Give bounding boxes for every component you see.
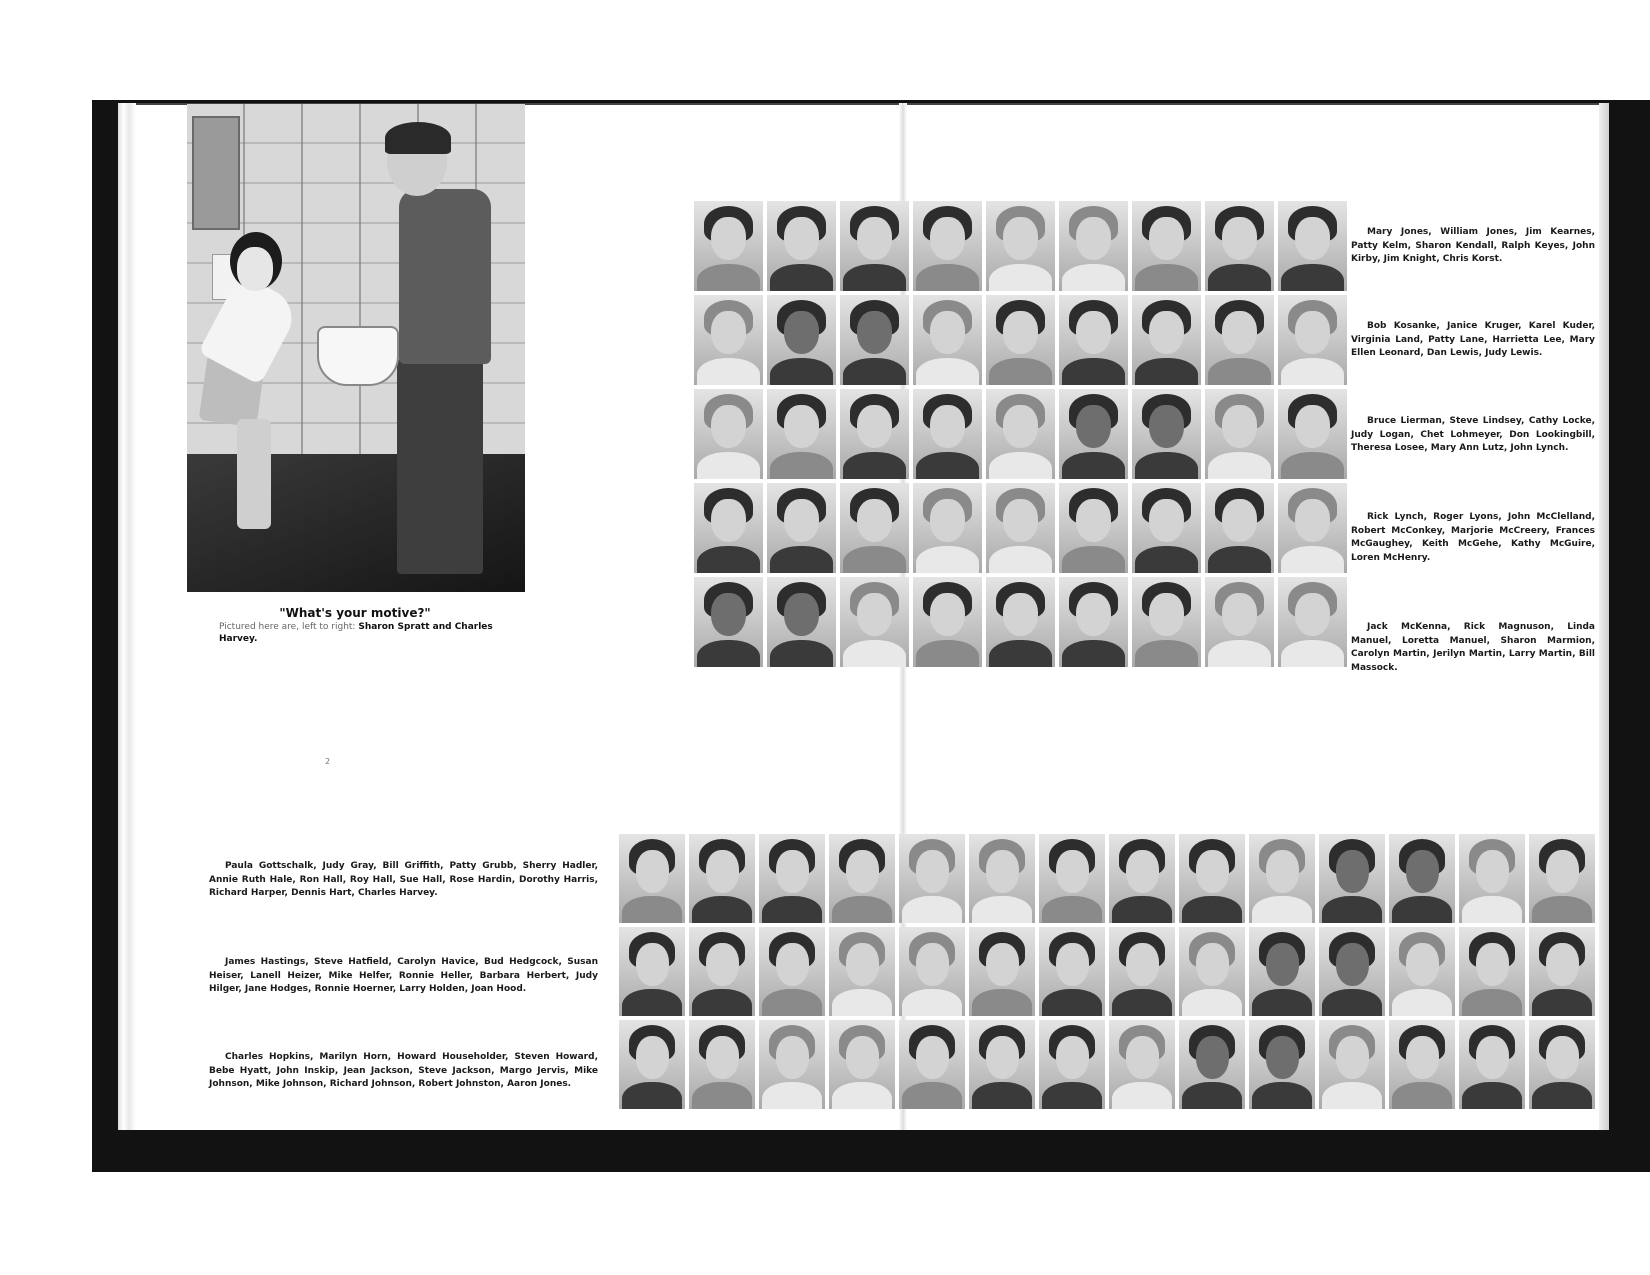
student-portrait [913, 201, 982, 291]
student-portrait [1205, 389, 1274, 479]
student-portrait [1109, 927, 1175, 1016]
student-portrait [840, 201, 909, 291]
student-portrait [899, 1020, 965, 1109]
student-portrait [986, 483, 1055, 573]
student-portrait [1319, 1020, 1385, 1109]
name-group: Paula Gottschalk, Judy Gray, Bill Griffith, Patty Grubb, Sherry Hadler, Annie Ruth Hale, Ron Hall, Roy Hall, Sue Hall, Rose Hardin, Dorothy Harris, Richard Harper, Dennis Hart, Charles Harvey. [209, 861, 598, 898]
name-group: Jack McKenna, Rick Magnuson, Linda Manuel, Loretta Manuel, Sharon Marmion, Carolyn Martin, Jerilyn Martin, Larry Martin, Bill Massock. [1351, 622, 1595, 673]
drinking-fountain [317, 326, 399, 386]
student-portrait [1249, 834, 1315, 923]
student-portrait [913, 389, 982, 479]
student-portrait [1059, 201, 1128, 291]
student-portrait [767, 483, 836, 573]
student-portrait [1205, 483, 1274, 573]
student-portrait [1039, 834, 1105, 923]
photo-caption [219, 607, 499, 645]
student-portrait [1319, 927, 1385, 1016]
student-portrait [1059, 295, 1128, 385]
student-portrait [1249, 927, 1315, 1016]
student-portrait [1059, 483, 1128, 573]
left-page-edges [118, 103, 136, 1130]
portrait-grid-right-page [694, 201, 1347, 667]
student-portrait [840, 389, 909, 479]
name-group: Mary Jones, William Jones, Jim Kearnes, Patty Kelm, Sharon Kendall, Ralph Keyes, John Kirby, Jim Knight, Chris Korst. [1351, 227, 1595, 264]
student-portrait [986, 295, 1055, 385]
portrait-grid-bottom-spread [619, 834, 1595, 1109]
student-portrait [1205, 295, 1274, 385]
student-portrait [767, 201, 836, 291]
student-portrait [767, 577, 836, 667]
student-portrait [1459, 1020, 1525, 1109]
student-portrait [619, 834, 685, 923]
name-group: Bob Kosanke, Janice Kruger, Karel Kuder, Virginia Land, Patty Lane, Harrietta Lee, Mary Ellen Leonard, Dan Lewis, Judy Lewis. [1351, 321, 1595, 358]
student-portrait [767, 295, 836, 385]
student-portrait [1459, 927, 1525, 1016]
student-portrait [1132, 389, 1201, 479]
student-portrait [899, 927, 965, 1016]
student-portrait [913, 577, 982, 667]
student-portrait [840, 295, 909, 385]
student-portrait [840, 483, 909, 573]
student-portrait [829, 1020, 895, 1109]
right-page-edges [1599, 103, 1609, 1130]
student-portrait [759, 927, 825, 1016]
student-portrait [619, 1020, 685, 1109]
student-portrait [969, 927, 1035, 1016]
wall-panel [192, 116, 240, 230]
student-portrait [1059, 577, 1128, 667]
student-portrait [840, 577, 909, 667]
student-portrait [767, 389, 836, 479]
student-portrait [969, 1020, 1035, 1109]
student-portrait [1319, 834, 1385, 923]
student-portrait [689, 834, 755, 923]
student-portrait [1179, 927, 1245, 1016]
student-portrait [986, 577, 1055, 667]
student-portrait [694, 483, 763, 573]
student-portrait [899, 834, 965, 923]
student-portrait [1389, 1020, 1455, 1109]
name-group: Rick Lynch, Roger Lyons, John McClelland, Robert McConkey, Marjorie McCreery, Frances McGaughey, Keith McGehe, Kathy McGuire, Loren McHenry. [1351, 512, 1595, 563]
student-portrait [689, 927, 755, 1016]
candid-photo [187, 104, 525, 592]
student-portrait [694, 201, 763, 291]
student-portrait [986, 201, 1055, 291]
student-portrait [969, 834, 1035, 923]
student-portrait [913, 295, 982, 385]
student-portrait [759, 834, 825, 923]
student-portrait [1278, 483, 1347, 573]
name-group: Charles Hopkins, Marilyn Horn, Howard Householder, Steven Howard, Bebe Hyatt, John Inskip, Jean Jackson, Steve Jackson, Margo Jervis, Mike Johnson, Mike Johnson, Richard Johnson, Robert Johnston, Aaron Jones. [209, 1052, 598, 1089]
student-portrait [1278, 577, 1347, 667]
student-portrait [1132, 577, 1201, 667]
student-portrait [1059, 389, 1128, 479]
student-portrait [986, 389, 1055, 479]
student-portrait [689, 1020, 755, 1109]
student-portrait [694, 295, 763, 385]
student-portrait [1205, 201, 1274, 291]
page-mark: 2 [325, 757, 331, 766]
student-portrait [1529, 1020, 1595, 1109]
student-portrait [1132, 295, 1201, 385]
student-portrait [1179, 834, 1245, 923]
student-portrait [1278, 389, 1347, 479]
caption-lead: Pictured here are, left to right: [219, 622, 356, 632]
student-portrait [829, 927, 895, 1016]
student-portrait [1205, 577, 1274, 667]
student-portrait [1109, 834, 1175, 923]
student-portrait [1459, 834, 1525, 923]
student-portrait [1039, 1020, 1105, 1109]
student-portrait [1109, 1020, 1175, 1109]
student-portrait [913, 483, 982, 573]
student-portrait [694, 389, 763, 479]
student-portrait [1529, 834, 1595, 923]
student-portrait [1278, 201, 1347, 291]
student-portrait [1249, 1020, 1315, 1109]
caption-title: "What's your motive?" [279, 606, 431, 620]
student-portrait [1132, 201, 1201, 291]
student-portrait [694, 577, 763, 667]
name-group: James Hastings, Steve Hatfield, Carolyn Havice, Bud Hedgcock, Susan Heiser, Lanell Heizer, Mike Helfer, Ronnie Heller, Barbara Herbert, Judy Hilger, Jane Hodges, Ronnie Hoerner, Larry Holden, Joan Hood. [209, 957, 598, 994]
student-portrait [1389, 834, 1455, 923]
student-portrait [1179, 1020, 1245, 1109]
name-group: Bruce Lierman, Steve Lindsey, Cathy Locke, Judy Logan, Chet Lohmeyer, Don Lookingbill, Theresa Losee, Mary Ann Lutz, John Lynch. [1351, 416, 1595, 453]
student-portrait [1529, 927, 1595, 1016]
student-portrait [619, 927, 685, 1016]
student-portrait [1039, 927, 1105, 1016]
caption-names: Sharon Spratt and Charles Harvey. [219, 622, 493, 644]
student-portrait [1132, 483, 1201, 573]
student-portrait [1278, 295, 1347, 385]
student-portrait [759, 1020, 825, 1109]
student-portrait [829, 834, 895, 923]
student-portrait [1389, 927, 1455, 1016]
